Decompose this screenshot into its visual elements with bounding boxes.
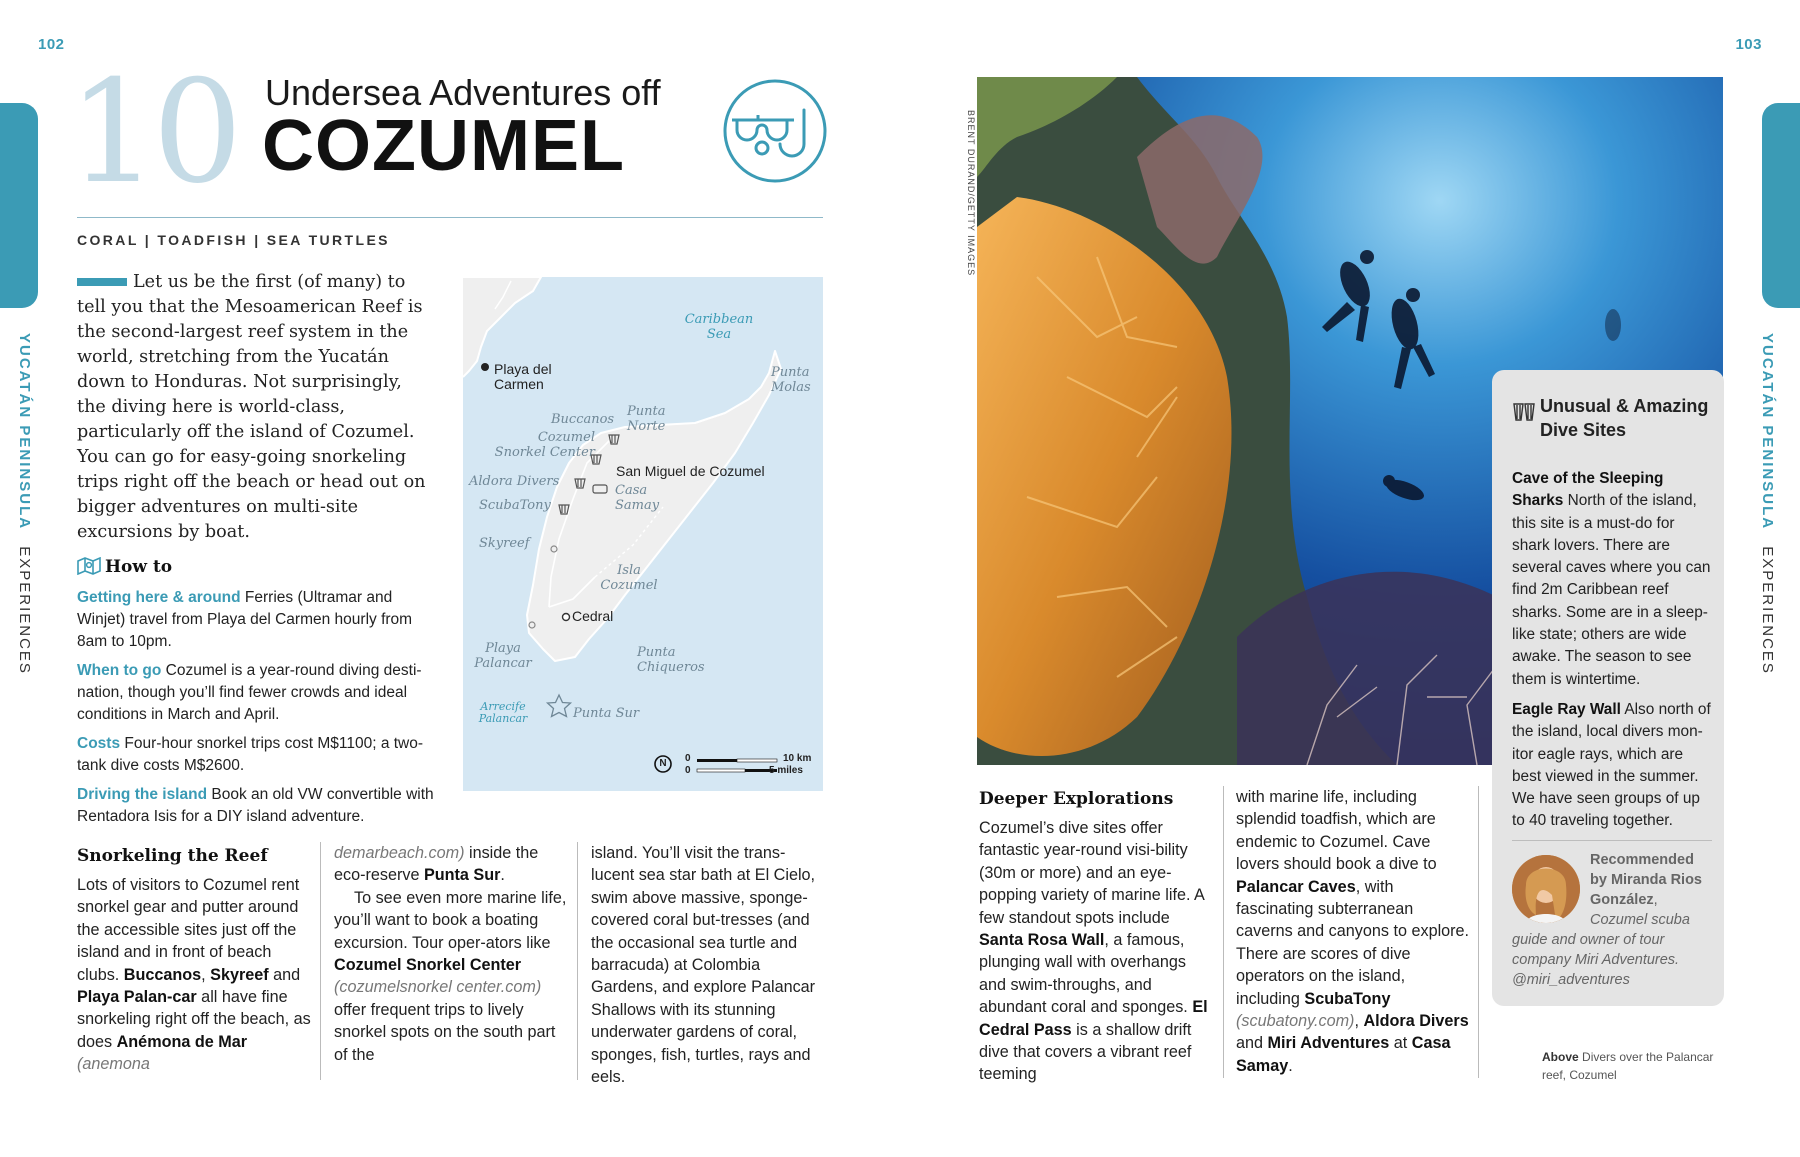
compass-north-icon: N <box>659 758 667 769</box>
map-label-caribbean-sea: Caribbean Sea <box>684 312 754 342</box>
column-divider <box>1478 786 1479 1078</box>
howto-item-driving <box>77 784 437 828</box>
map-label-playa-palancar: Playa Palancar <box>474 641 532 671</box>
page-number-left: 102 <box>38 36 65 53</box>
snorkel-mask-icon <box>722 78 828 189</box>
photo-caption: Above Divers over the Palancar reef, Cozumel <box>1542 1050 1714 1082</box>
map-label-punta-sur: Punta Sur <box>573 706 640 721</box>
map-label-cozumel-snorkel-center: Cozumel Snorkel Center <box>494 430 595 460</box>
snorkeling-heading: Snorkeling the Reef <box>77 846 268 866</box>
recommended-by <box>1512 850 1712 990</box>
map-label-isla-cozumel: Isla Cozumel <box>600 563 658 593</box>
scale-km-label: 10 km <box>783 753 812 764</box>
photo-credit: BRENT DURAND/GETTY IMAGES <box>966 110 976 277</box>
section-tab-left <box>0 103 38 308</box>
map-label-punta-norte: Punta Norte <box>627 404 666 434</box>
column-divider <box>577 842 578 1080</box>
recommended-text: Recommended by Miranda Rios González, Cozumel scuba guide and owner of tour company Miri Adventures. @miri_adventures <box>1512 852 1702 988</box>
tag-list: CORAL | TOADFISH | SEA TURTLES <box>77 232 390 248</box>
side-label-left <box>16 333 33 675</box>
column-divider <box>320 842 321 1080</box>
page-title: COZUMEL <box>262 106 625 186</box>
cozumel-map <box>463 277 823 791</box>
deeper-column-2: with marine life, including splendid toadfish, which are endemic to Cozumel. Cave lovers should book a dive to Palancar Caves, with fascinating subterranean caverns and canyons to explore. There are scores of dive operators on the island, including ScubaTony (scubatony.com), Aldora Divers and Miri Adventures at Casa Samay. <box>1236 788 1470 1075</box>
map-label-punta-chiqueros: Punta Chiqueros <box>637 645 705 675</box>
map-label-scubatony: ScubaTony <box>479 498 551 513</box>
map-pin-icon <box>77 557 101 580</box>
map-label-skyreef: Skyreef <box>479 536 530 551</box>
map-label-casa-samay: Casa Samay <box>615 483 660 513</box>
intro-paragraph <box>77 270 432 545</box>
howto-heading <box>77 557 172 580</box>
side-label-right <box>1759 333 1776 675</box>
map-label-aldora-divers: Aldora Divers <box>469 474 560 489</box>
map-label-playa-del-carmen: Playa del Carmen <box>494 361 552 392</box>
side-label-region: YUCATÁN PENINSULA <box>16 333 33 531</box>
scale-miles-label: 5 miles <box>769 765 803 776</box>
howto-key: When to go <box>77 662 162 679</box>
title-subtitle: Undersea Adventures off <box>265 72 661 113</box>
howto-key: Getting here & around <box>77 589 241 606</box>
scale-zero-miles: 0 <box>685 765 691 776</box>
map-label-arrecife-palancar: Arrecife Palancar <box>478 700 528 725</box>
section-tab-right <box>1762 103 1800 308</box>
howto-heading-text: How to <box>105 557 173 577</box>
avatar-spacer <box>1512 850 1590 926</box>
sidebar-title: Unusual & Amazing Dive Sites <box>1540 396 1709 440</box>
howto-text: Four-hour snorkel trips cost M$1100; a two-tank dive costs M$2600. <box>77 735 424 774</box>
sidebar-divider <box>1512 840 1712 841</box>
howto-key: Driving the island <box>77 786 208 803</box>
howto-item-getting-here <box>77 587 437 653</box>
dive-sites-sidebar <box>1492 370 1724 1006</box>
side-label-section: EXPERIENCES <box>16 546 33 675</box>
experience-number: 10 <box>68 50 237 215</box>
map-label-san-miguel: San Miguel de Cozumel <box>616 463 765 479</box>
map-label-buccanos: Buccanos <box>551 412 615 427</box>
column-divider <box>1223 786 1224 1078</box>
howto-text: Ferries (Ultramar and Winjet) travel from Playa del Carmen hourly from 8am to 10pm. <box>77 589 413 650</box>
howto-item-when-to-go <box>77 660 437 726</box>
scale-zero-km: 0 <box>685 753 691 764</box>
deeper-column-1: Cozumel’s dive sites offer fantastic year-round visi-bility (30m or more) and an eye-popping variety of marine life. A few standout spots include Santa Rosa Wall, a famous, plunging wall with overhangs and swim-throughs, and abundant coral and sponges. El Cedral Pass is a shallow drift dive that covers a vibrant reef teeming <box>979 819 1208 1084</box>
howto-text: Book an old VW convertible with Rentadora Isis for a DIY island adventure. <box>77 786 434 825</box>
howto-key: Costs <box>77 735 121 752</box>
deeper-heading: Deeper Explorations <box>979 789 1174 809</box>
map-label-cedral: Cedral <box>572 608 614 624</box>
title-divider <box>77 217 823 218</box>
intro-text: Let us be the first (of many) to tell you that the Mesoamerican Reef is the second-largest reef system in the world, stretching from the Yucatán down to Honduras. Not surprisingly, the diving here is world-class, particularly off the island of Cozumel. You can go for easy-going snorkeling trips right off the beach or head out on bigger adventures on multi-site excursions by boat. <box>77 272 426 542</box>
map-label-punta-molas: Punta Molas <box>771 365 811 395</box>
sidebar-body: Cave of the Sleeping Sharks North of the island, this site is a must-do for shark lovers. There are several caves where you can find 2m Caribbean reef sharks. Some are in a sleep-like state; others are wide awake. The season to see them is wintertime. Eagle Ray Wall Also north of the island, local divers mon-itor eagle rays, which are best viewed in the summer. We have seen groups of up to 40 traveling together. <box>1512 470 1711 830</box>
page-number-right: 103 <box>1735 36 1762 53</box>
intro-accent-bar <box>77 278 127 286</box>
snorkeling-column-1: Lots of visitors to Cozumel rent snorkel gear and putter around the accessible sites just off the island and in front of beach clubs. Buccanos, Skyreef and Playa Palan-car all have fine snorkeling right off the beach, as does Anémona de Mar (anemona <box>77 876 311 1074</box>
fins-icon <box>1512 402 1536 429</box>
snorkeling-column-3: island. You’ll visit the trans-lucent sea star bath at El Cielo, swim above massive, sponge-covered coral but-tresses (and the occasional sea turtle and barracuda) at Colombia Gardens, and explore Palancar Shallows with its stunning underwater gardens of coral, sponges, fish, turtles, rays and eels. <box>591 844 816 1087</box>
howto-item-costs <box>77 733 437 777</box>
side-label-region: YUCATÁN PENINSULA <box>1759 333 1776 531</box>
side-label-section: EXPERIENCES <box>1759 546 1776 675</box>
howto-text: Cozumel is a year-round diving desti-nation, though you’ll find fewer crowds and ideal conditions in March and April. <box>77 662 422 723</box>
snorkeling-column-2: demarbeach.com) inside the eco-reserve Punta Sur. To see even more marine life, you’ll want to book a boating excursion. Tour oper-ators like Cozumel Snorkel Center (cozumelsnorkel center.com) offer frequent trips to lively snorkel spots on the south part of the <box>334 844 567 1064</box>
